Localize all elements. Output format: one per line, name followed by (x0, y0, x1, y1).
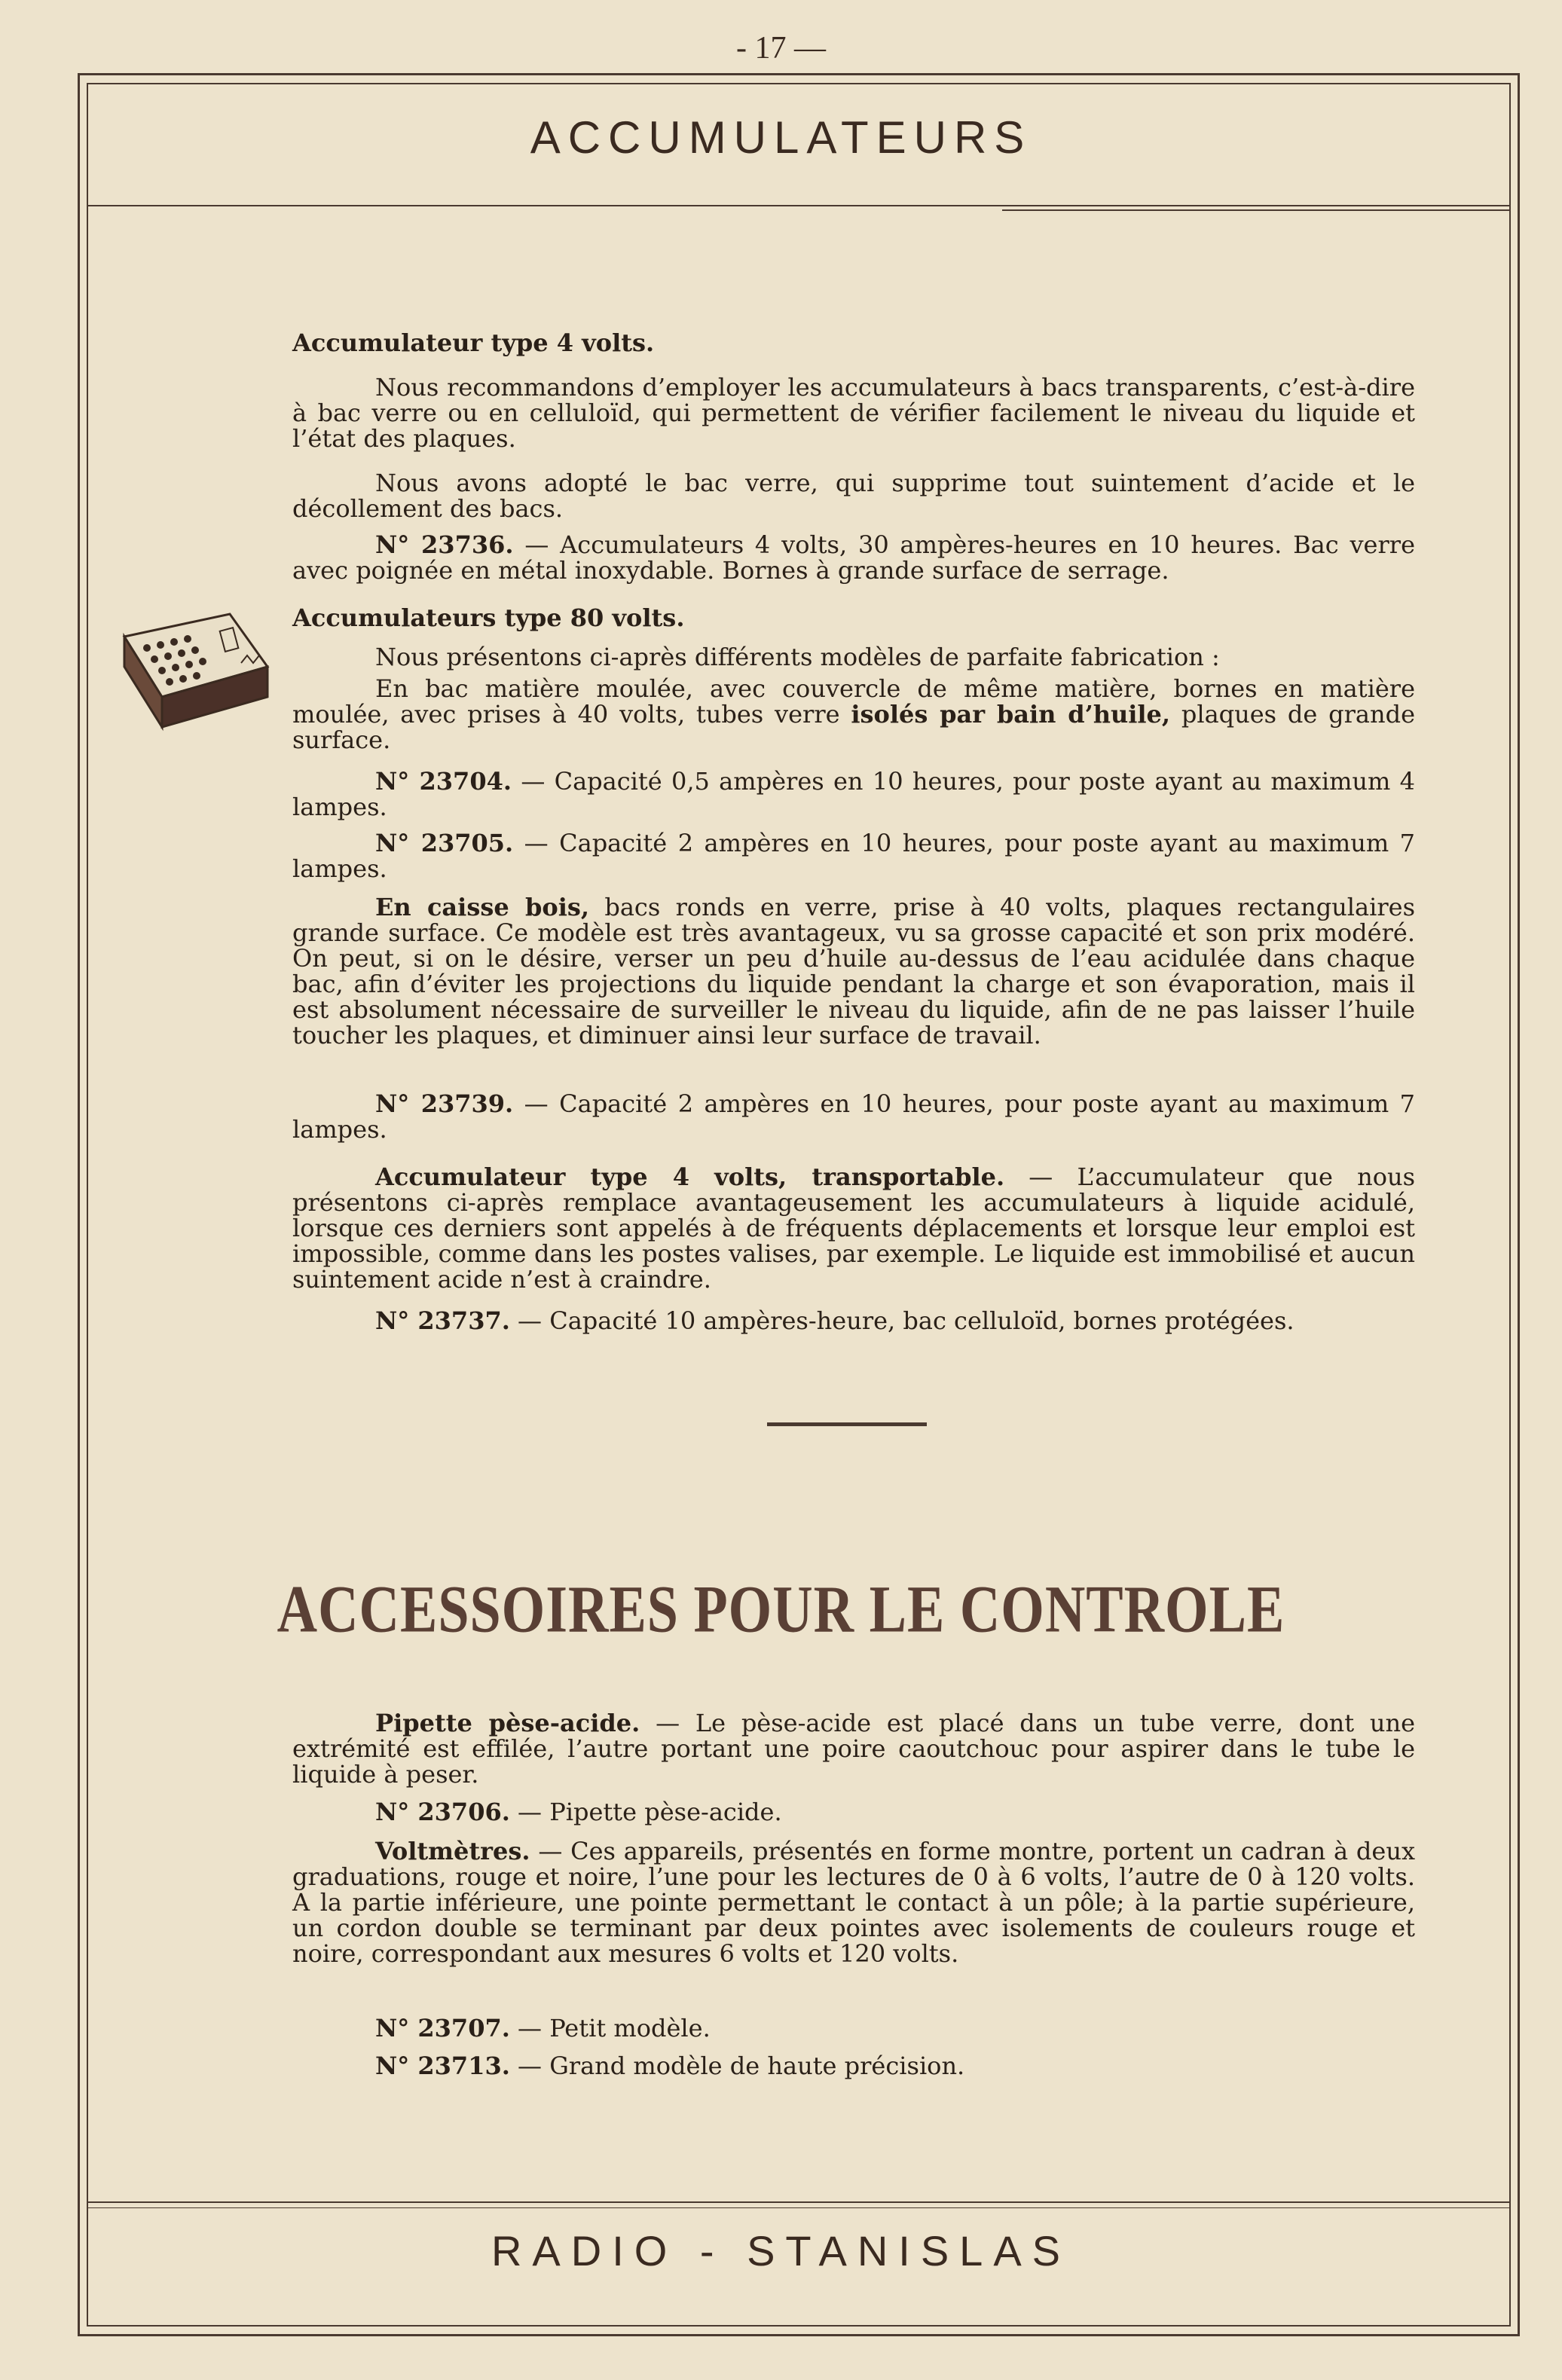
text: bacs ronds en verre, prise à 40 volts, plaques rectangulaires grande surface. Ce modèle est très avantageux, vu sa grosse capacité et son prix modéré. On peut, si on le désire, verser un peu d’huile au-dessus de l’eau acidulée dans chaque bac, afin d’éviter les projections du liquide pendant la charge et son évaporation, mais il est absolument nécessaire de surveiller le niveau du liquide, afin de ne pas laisser l’huile toucher les plaques, et diminuer ainsi leur surface de travail. (292, 893, 1416, 1049)
item-23739 (292, 1091, 1415, 1142)
item-number: N° 23737. (375, 1306, 510, 1335)
item-number: N° 23704. (375, 767, 512, 796)
header-rule-double (1002, 209, 1511, 211)
heading-type-80-volts (292, 605, 1415, 631)
item-text: — Pipette pèse-acide. (518, 1798, 782, 1826)
bold-text: isolés par bain d’huile, (851, 700, 1171, 729)
header-title: ACCUMULATEURS (530, 112, 1032, 163)
paragraph-bac-matiere (292, 676, 1415, 753)
item-text: — Capacité 0,5 ampères en 10 heures, pour poste ayant au maximum 4 lampes. (292, 767, 1416, 821)
item-number: N° 23713. (375, 2052, 510, 2080)
item-23737 (292, 1308, 1415, 1334)
heading-text: Voltmètres. (375, 1837, 530, 1865)
heading-type-4-volts (292, 330, 1415, 356)
text: plaques de grande surface. (292, 700, 1416, 754)
item-23704 (292, 768, 1415, 820)
separator-rule (767, 1422, 927, 1426)
heading-text: Accumulateur type 4 volts. (292, 328, 655, 357)
item-number: N° 23707. (375, 2014, 510, 2042)
text: — Ces appareils, présentés en forme montre, portent un cadran à deux graduations, rouge et noire, l’une pour les lectures de 0 à 6 volts, l’autre de 0 à 120 volts. A la partie inférieure, une pointe permettant le contact à un pôle; à la partie supérieure, un cordon double se terminant par deux pointes avec isolements de couleurs rouge et noire, correspondant aux mesures 6 volts et 120 volts. (292, 1837, 1415, 1968)
heading-text: Accumulateur type 4 volts, transportable. (375, 1163, 1005, 1191)
accumulator-illustration (117, 606, 298, 757)
item-text: — Capacité 10 ampères-heure, bac celluloïd, bornes protégées. (518, 1306, 1295, 1335)
paragraph-caisse-bois (292, 894, 1415, 1048)
footer-title: RADIO - STANISLAS (491, 2227, 1071, 2275)
paragraph-bac-verre: Nous avons adopté le bac verre, qui supprime tout suintement d’acide et le décollement des bacs. (292, 469, 1415, 523)
item-23713 (292, 2053, 1415, 2079)
item-text: — Capacité 2 ampères en 10 heures, pour poste ayant au maximum 7 lampes. (292, 829, 1416, 883)
text: — L’accumulateur que nous présentons ci-après remplace avantageusement les accumulateurs à liquide acidulé, lorsque ces derniers sont appelés à de fréquents déplacements et lorsque leur emploi est impossible, comme dans les postes valises, par exemple. Le liquide est immobilisé et aucun suintement acide n’est à craindre. (292, 1163, 1415, 1294)
paragraph-recommendation: Nous recommandons d’employer les accumulateurs à bacs transparents, c’est-à-dire à bac verre ou en celluloïd, qui permettent de vérifier facilement le niveau du liquide et l’état des plaques. (292, 373, 1415, 453)
item-text: — Accumulateurs 4 volts, 30 ampères-heures en 10 heures. Bac verre avec poignée en métal inoxydable. Bornes à grande surface de serrage. (292, 530, 1416, 585)
page-number: - 17 — (736, 31, 826, 66)
item-number: N° 23706. (375, 1798, 510, 1826)
paragraph-transportable (292, 1164, 1415, 1292)
paragraph-pipette (292, 1710, 1415, 1787)
paragraph-intro-models: Nous présentons ci-après différents modèles de parfaite fabrication : (375, 643, 1220, 671)
item-23736 (292, 532, 1415, 583)
text: — Le pèse-acide est placé dans un tube verre, dont une extrémité est effilée, l’autre portant une poire caoutchouc pour aspirer dans le tube le liquide à peser. (292, 1709, 1416, 1789)
header-rule (87, 205, 1511, 206)
heading-text: Pipette pèse-acide. (375, 1709, 640, 1737)
section-title: ACCESSOIRES POUR LE CONTROLE (277, 1572, 1285, 1648)
item-23706 (292, 1799, 1415, 1825)
footer-rule-double (87, 2207, 1511, 2208)
paragraph-voltmetres (292, 1838, 1415, 1966)
bold-text: En caisse bois, (375, 893, 590, 921)
item-23705 (292, 830, 1415, 881)
footer-rule (87, 2201, 1511, 2203)
item-text: — Petit modèle. (518, 2014, 711, 2042)
item-text: — Capacité 2 ampères en 10 heures, pour poste ayant au maximum 7 lampes. (292, 1089, 1416, 1144)
text: En bac matière moulée, avec couvercle de même matière, bornes en matière moulée, avec prises à 40 volts, tubes verre (292, 674, 1415, 729)
item-number: N° 23705. (375, 829, 514, 857)
item-text: — Grand modèle de haute précision. (518, 2052, 965, 2080)
heading-text: Accumulateurs type 80 volts. (292, 603, 685, 632)
item-number: N° 23736. (375, 530, 514, 559)
item-number: N° 23739. (375, 1089, 514, 1118)
item-23707 (292, 2015, 1415, 2041)
